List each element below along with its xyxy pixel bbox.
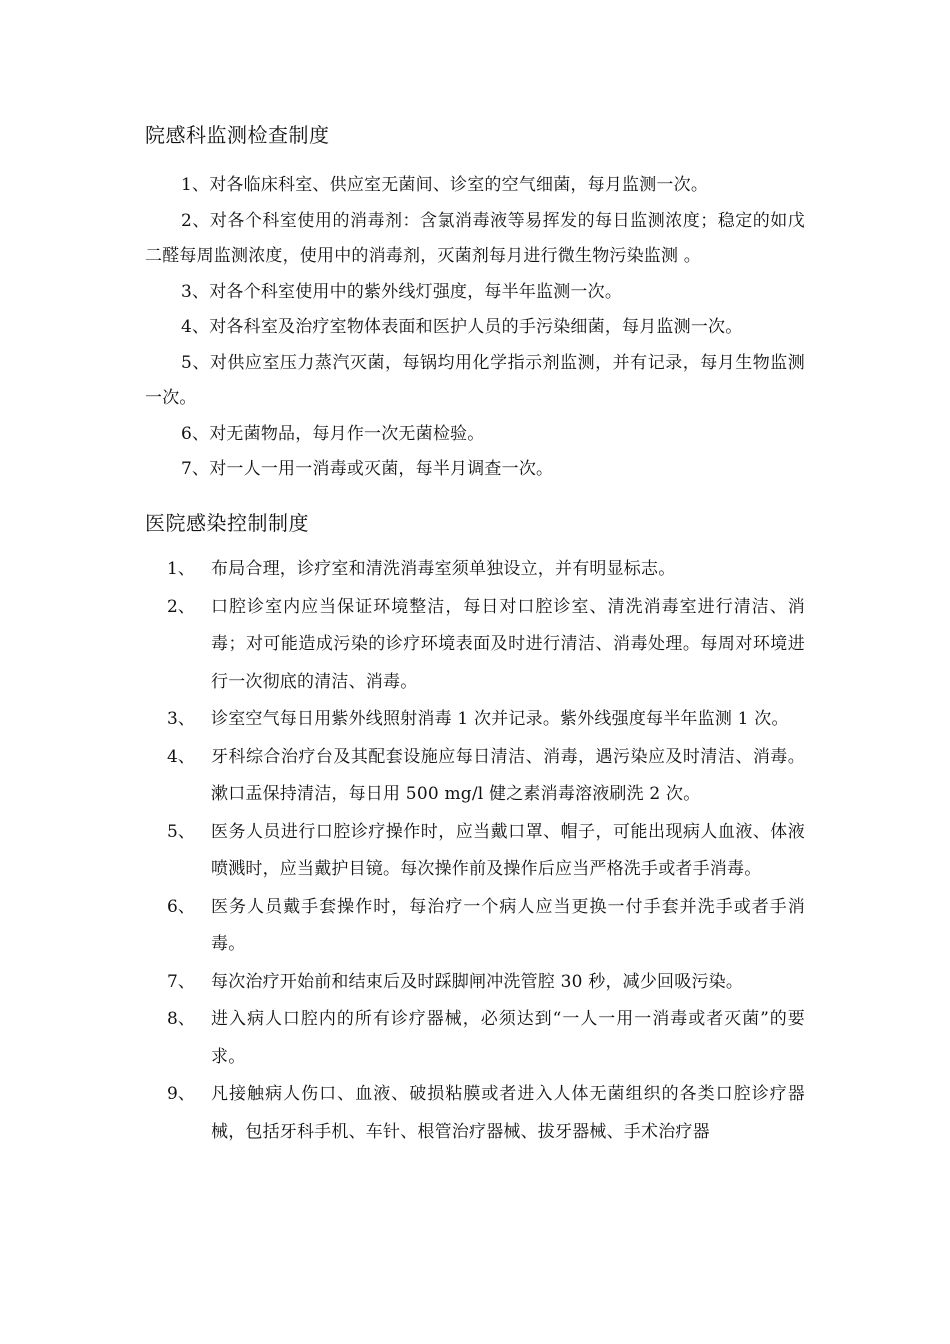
- rule-paragraph: 1、对各临床科室、供应室无菌间、诊室的空气细菌，每月监测一次。: [181, 175, 709, 195]
- item-text: 医务人员进行口腔诊疗操作时，应当戴口罩、帽子，可能出现病人血液、体液喷溅时，应当戴护目镜。每次操作前及操作后应当严格洗手或者手消毒。: [211, 821, 805, 879]
- item-number: 8、: [167, 1009, 195, 1029]
- item-number: 7、: [167, 971, 195, 992]
- item-text: 口腔诊室内应当保证环境整洁，每日对口腔诊室、清洗消毒室进行清洁、消毒；对可能造成污染的诊疗环境表面及时进行清洁、消毒处理。每周对环境进行一次彻底的清洁、消毒。: [211, 596, 805, 692]
- item-number: 5、: [167, 821, 195, 842]
- item-text: 每次治疗开始前和结束后及时踩脚闸冲洗管腔 30 秒，减少回吸污染。: [211, 971, 744, 992]
- rule-paragraph: 7、对一人一用一消毒或灭菌，每半月调查一次。: [181, 459, 554, 479]
- rule-paragraph: 6、对无菌物品，每月作一次无菌检验。: [181, 423, 485, 444]
- rule-paragraph: 5、对供应室压力蒸汽灭菌，每锅均用化学指示剂监测，并有记录，每月生物监测一次。: [145, 352, 805, 408]
- list-item: [145, 964, 805, 1002]
- monitoring-rules: [145, 168, 805, 488]
- list-item: [145, 1076, 805, 1151]
- list-item: [145, 889, 805, 964]
- item-number: 4、: [167, 746, 195, 767]
- rule-paragraph: 4、对各科室及治疗室物体表面和医护人员的手污染细菌，每月监测一次。: [181, 317, 743, 337]
- list-item: [145, 814, 805, 889]
- item-number: 2、: [167, 596, 195, 617]
- list-item: [145, 701, 805, 739]
- item-number: 9、: [167, 1084, 195, 1104]
- item-text: 凡接触病人伤口、血液、破损粘膜或者进入人体无菌组织的各类口腔诊疗器械，包括牙科手机、车针、根管治疗器械、拔牙器械、手术治疗器: [211, 1084, 805, 1142]
- item-text: 牙科综合治疗台及其配套设施应每日清洁、消毒，遇污染应及时清洁、消毒。漱口盂保持清洁，每日用 500 mg/l 健之素消毒溶液刷洗 2 次。: [211, 746, 805, 804]
- list-item: [145, 589, 805, 702]
- item-number: 6、: [167, 896, 195, 917]
- item-number: 3、: [167, 709, 195, 729]
- infection-control-rules: [145, 551, 805, 1151]
- section-title-monitoring: 院感科监测检查制度: [145, 123, 330, 147]
- item-text: 医务人员戴手套操作时，每治疗一个病人应当更换一付手套并洗手或者手消毒。: [211, 896, 805, 954]
- item-text: 诊室空气每日用紫外线照射消毒 1 次并记录。紫外线强度每半年监测 1 次。: [211, 709, 789, 729]
- rule-paragraph: 3、对各个科室使用中的紫外线灯强度，每半年监测一次。: [181, 281, 623, 302]
- rule-paragraph: 2、对各个科室使用的消毒剂：含氯消毒液等易挥发的每日监测浓度；稳定的如戊二醛每周监测浓度，使用中的消毒剂，灭菌剂每月进行微生物污染监测 。: [145, 210, 805, 266]
- list-item: [145, 551, 805, 589]
- section-title-infection-control: 医院感染控制制度: [145, 511, 309, 535]
- item-number: 1、: [167, 559, 195, 579]
- item-text: 布局合理，诊疗室和清洗消毒室须单独设立，并有明显标志。: [211, 559, 676, 579]
- list-item: [145, 739, 805, 814]
- list-item: [145, 1001, 805, 1076]
- item-text: 进入病人口腔内的所有诊疗器械，必须达到“一人一用一消毒或者灭菌”的要求。: [211, 1009, 805, 1067]
